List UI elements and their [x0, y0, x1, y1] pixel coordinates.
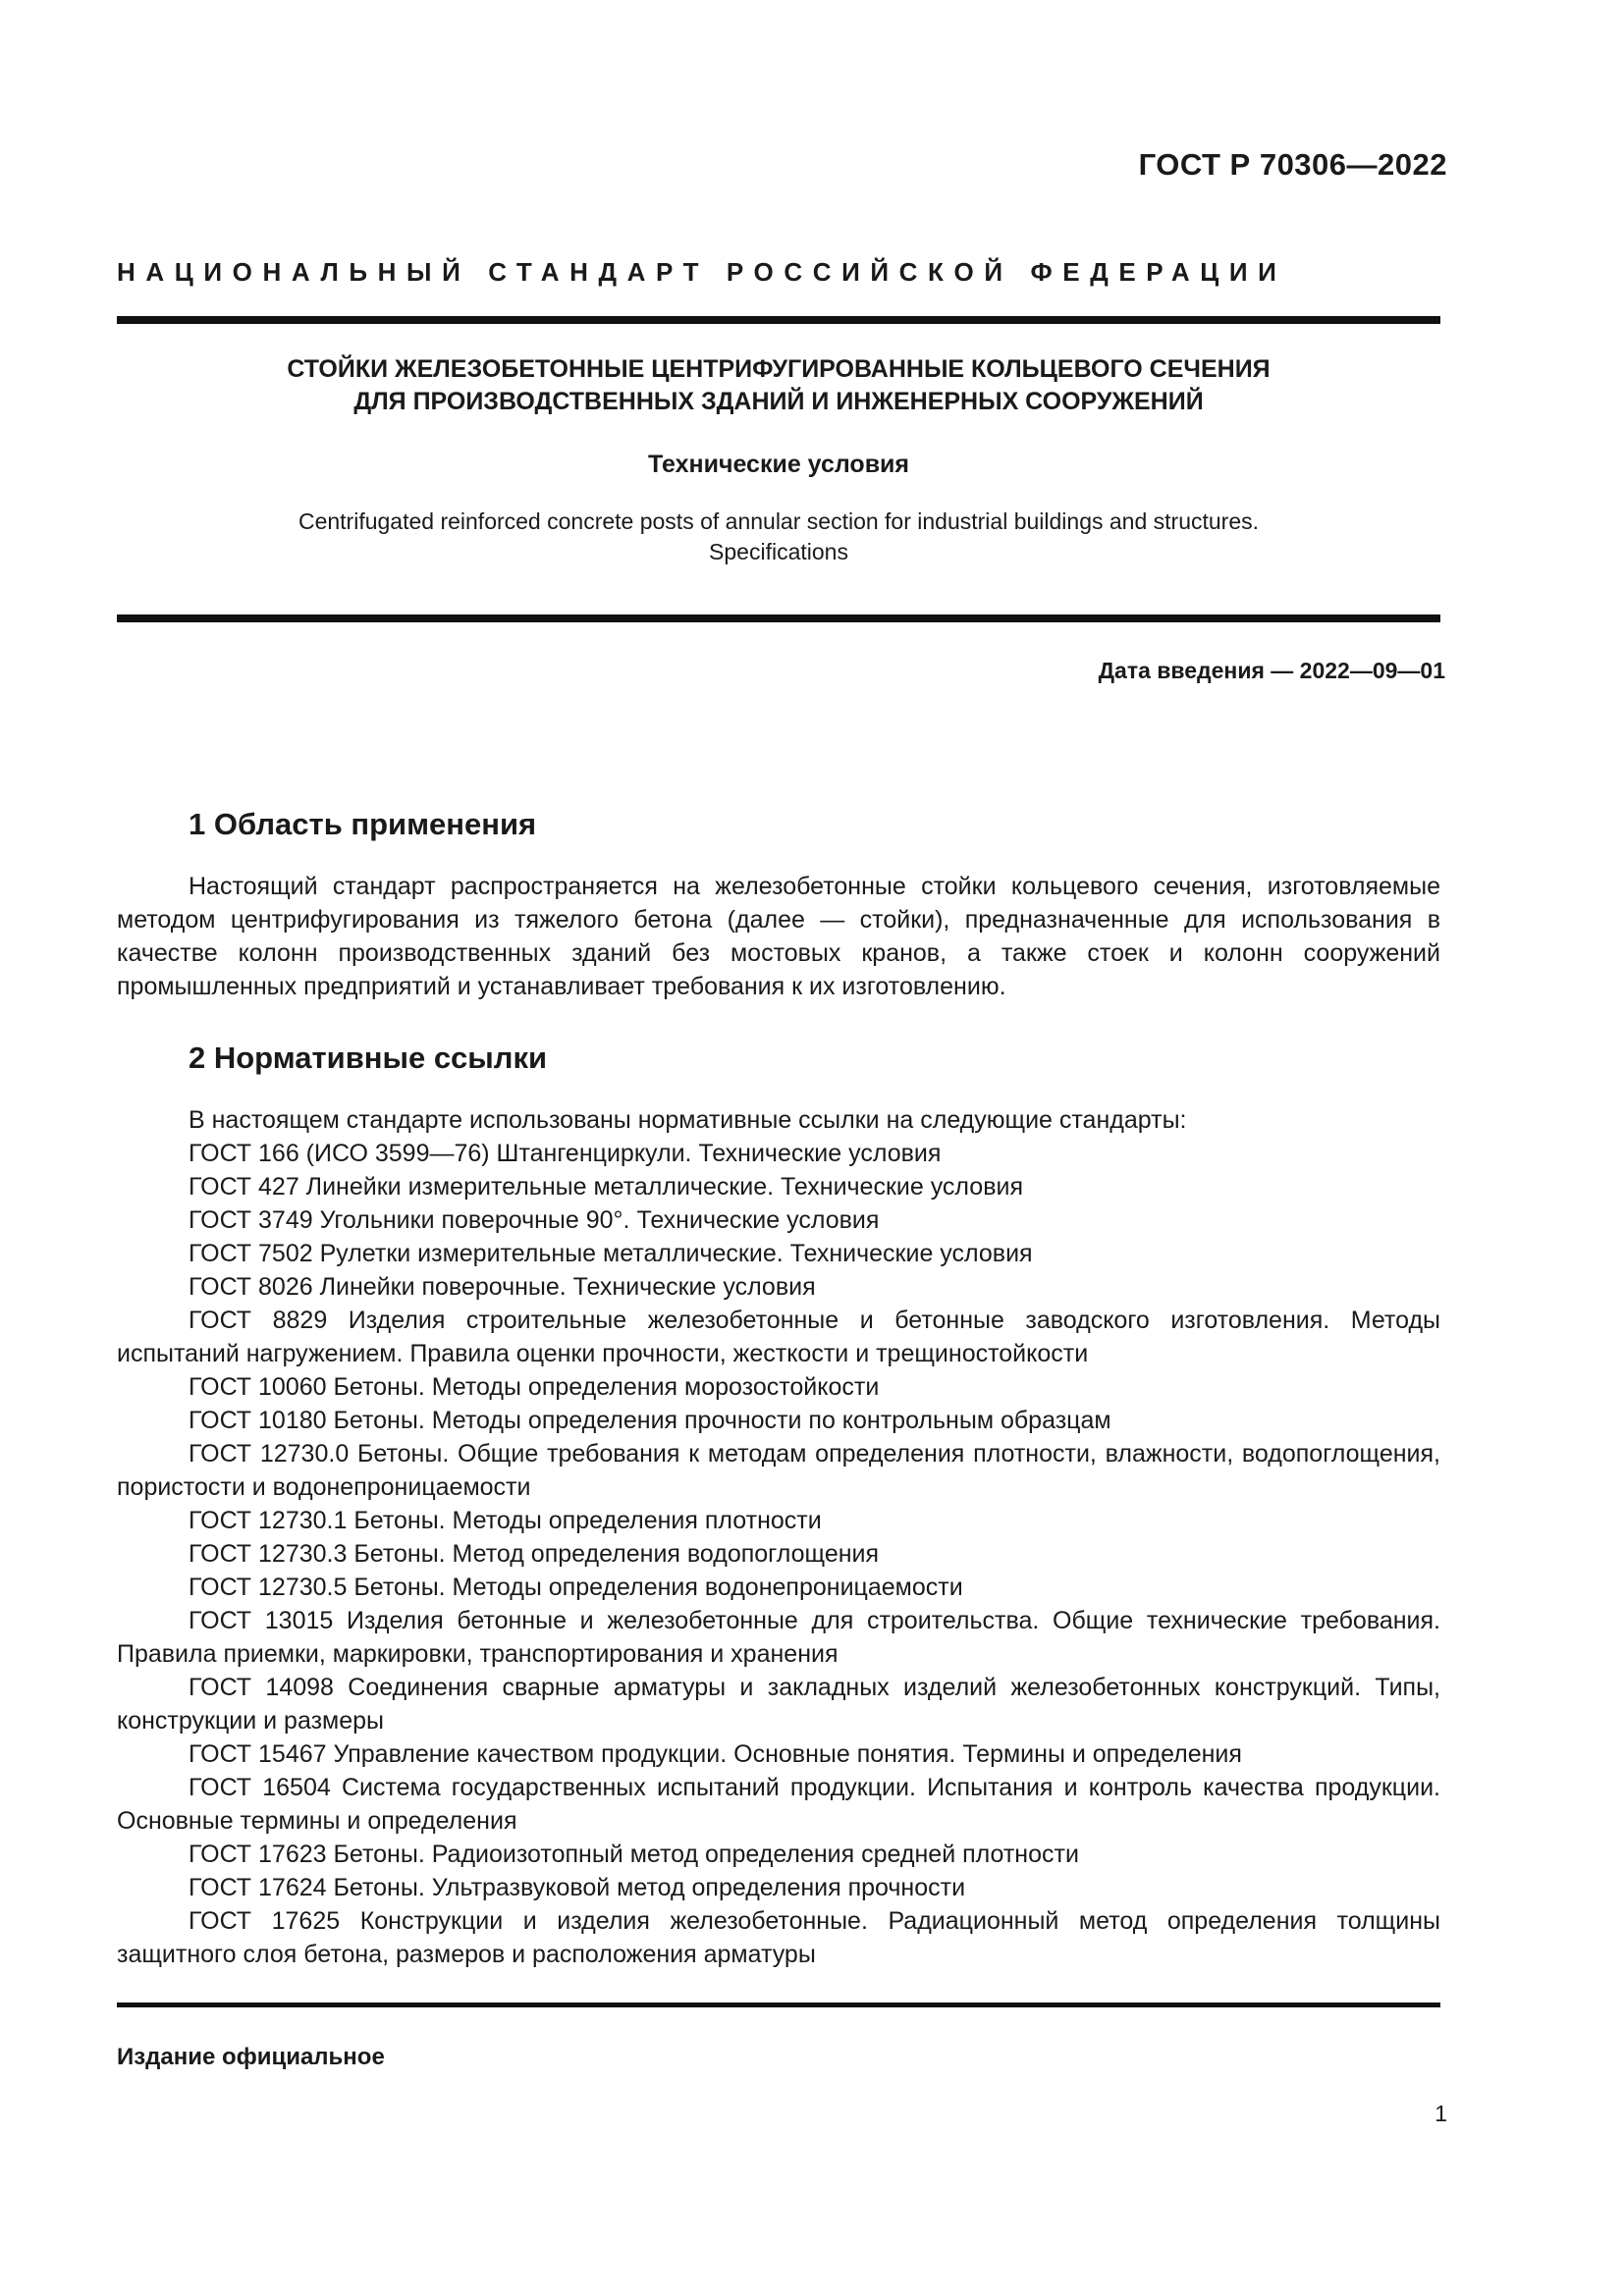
reference-item: ГОСТ 12730.3 Бетоны. Метод определения водопоглощения	[189, 1540, 880, 1568]
document-number: ГОСТ Р 70306—2022	[1138, 147, 1447, 182]
reference-item: ГОСТ 166 (ИСО 3599—76) Штангенциркули. Технические условия	[189, 1140, 942, 1167]
document-title-line-1: СТОЙКИ ЖЕЛЕЗОБЕТОННЫЕ ЦЕНТРИФУГИРОВАННЫЕ КОЛЬЦЕВОГО СЕЧЕНИЯ	[287, 355, 1271, 383]
english-title-line-2: Specifications	[709, 539, 848, 564]
reference-item: ГОСТ 17623 Бетоны. Радиоизотопный метод определения средней плотности	[189, 1841, 1079, 1868]
reference-item: ГОСТ 16504 Система государственных испытаний продукции. Испытания и контроль качества продукции. Основные термины и определения	[117, 1774, 1440, 1835]
title-divider	[117, 614, 1440, 622]
document-subtitle: Технические условия	[647, 451, 910, 478]
national-standard-banner: НАЦИОНАЛЬНЫЙ СТАНДАРТ РОССИЙСКОЙ ФЕДЕРАЦИИ	[117, 257, 1287, 287]
title-block	[117, 353, 1440, 567]
reference-item: ГОСТ 17625 Конструкции и изделия железобетонные. Радиационный метод определения толщины защитного слоя бетона, размеров и расположения арматуры	[117, 1907, 1440, 1968]
reference-item: ГОСТ 12730.1 Бетоны. Методы определения плотности	[189, 1507, 822, 1534]
section-2-heading: 2 Нормативные ссылки	[189, 1041, 548, 1075]
reference-item: ГОСТ 10180 Бетоны. Методы определения прочности по контрольным образцам	[189, 1407, 1111, 1434]
reference-item: ГОСТ 12730.5 Бетоны. Методы определения водонепроницаемости	[189, 1574, 963, 1601]
reference-item: ГОСТ 13015 Изделия бетонные и железобетонные для строительства. Общие технические требования. Правила приемки, маркировки, транспортирования и хранения	[117, 1607, 1440, 1668]
reference-item: ГОСТ 3749 Угольники поверочные 90°. Технические условия	[189, 1206, 880, 1234]
introduction-date: Дата введения — 2022—09—01	[1098, 658, 1445, 683]
section-1-paragraph	[117, 870, 1440, 1003]
reference-item: ГОСТ 12730.0 Бетоны. Общие требования к методам определения плотности, влажности, водопоглощения, пористости и водонепроницаемости	[117, 1440, 1440, 1501]
normative-references-list	[117, 1103, 1440, 1971]
page-number: 1	[1435, 2101, 1447, 2126]
reference-item: ГОСТ 8829 Изделия строительные железобетонные и бетонные заводского изготовления. Методы испытаний нагружением. Правила оценки прочности, жесткости и трещиностойкости	[117, 1307, 1440, 1367]
top-divider	[117, 316, 1440, 324]
english-title-line-1: Centrifugated reinforced concrete posts of annular section for industrial buildings and structures.	[298, 508, 1260, 534]
reference-item: ГОСТ 427 Линейки измерительные металлические. Технические условия	[189, 1173, 1023, 1201]
reference-item: ГОСТ 14098 Соединения сварные арматуры и закладных изделий железобетонных конструкций. Типы, конструкции и размеры	[117, 1674, 1440, 1735]
english-title	[117, 507, 1440, 567]
section-1-text: Настоящий стандарт распространяется на железобетонные стойки кольцевого сечения, изготовляемые методом центрифугирования из тяжелого бетона (далее — стойки), предназначенные для использования в качестве колонн производственных зданий без мостовых кранов, а также стоек и колонн сооружений промышленных предприятий и устанавливает требования к их изготовлению.	[117, 873, 1440, 1000]
document-title-line-2: ДЛЯ ПРОИЗВОДСТВЕННЫХ ЗДАНИЙ И ИНЖЕНЕРНЫХ СООРУЖЕНИЙ	[353, 388, 1204, 415]
reference-item: ГОСТ 15467 Управление качеством продукции. Основные понятия. Термины и определения	[189, 1740, 1242, 1768]
reference-item: ГОСТ 7502 Рулетки измерительные металлические. Технические условия	[189, 1240, 1033, 1267]
edition-note: Издание официальное	[117, 2044, 385, 2070]
references-intro: В настоящем стандарте использованы нормативные ссылки на следующие стандарты:	[189, 1106, 1187, 1134]
reference-item: ГОСТ 17624 Бетоны. Ультразвуковой метод определения прочности	[189, 1874, 966, 1901]
footer-divider	[117, 2002, 1440, 2007]
reference-item: ГОСТ 8026 Линейки поверочные. Технические условия	[189, 1273, 816, 1301]
section-1-heading: 1 Область применения	[189, 807, 537, 841]
reference-item: ГОСТ 10060 Бетоны. Методы определения морозостойкости	[189, 1373, 880, 1401]
